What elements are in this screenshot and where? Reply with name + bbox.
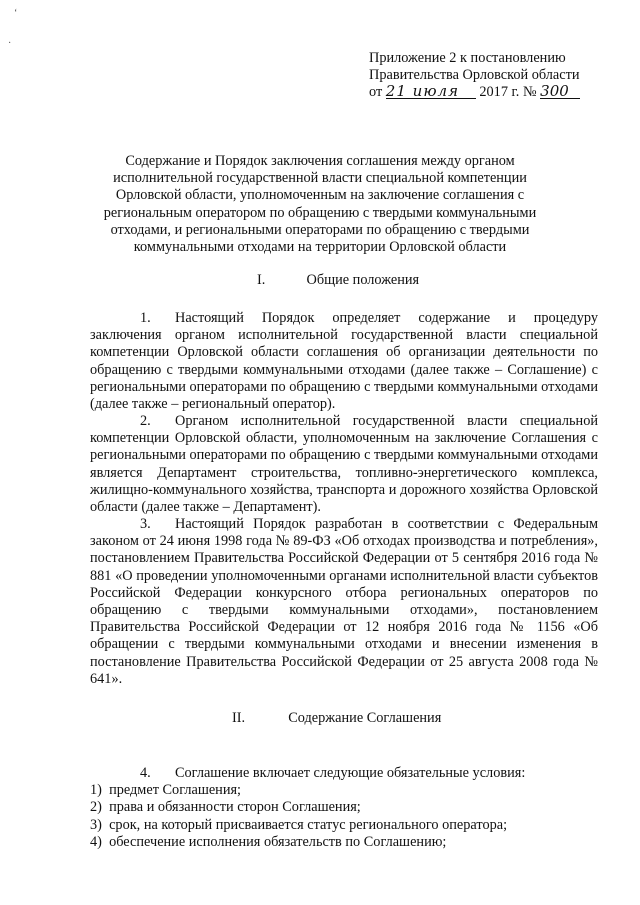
- paragraph-1: [90, 310, 598, 413]
- paragraph-number: 2.: [140, 413, 151, 429]
- appendix-line-3: [369, 84, 619, 101]
- section-2-title: Содержание Соглашения: [288, 710, 442, 726]
- scan-mark: ·: [8, 38, 12, 49]
- list-item-text: срок, на который присваивается статус регионального оператора;: [109, 816, 508, 833]
- list-item-number: 4): [90, 833, 102, 850]
- list-item: [90, 817, 598, 834]
- handwritten-date: 21 июля: [386, 84, 476, 99]
- paragraph-2: [90, 413, 598, 516]
- document-title: Содержание и Порядок заключения соглашения между органом исполнительной государственной власти специальной компетенции Орловской области, уполномоченным на заключение соглашения с региональным оператором по обращению с твердыми коммунальными отходами, и региональными операторами по обращению с твердыми коммунальными отходами на территории Орловской области: [103, 153, 537, 256]
- list-item-number: 1): [90, 782, 102, 799]
- section-2-heading: [232, 710, 441, 727]
- handwritten-number: 300: [540, 84, 580, 99]
- section-2-numeral: II.: [232, 710, 246, 726]
- paragraph-number: 4.: [140, 765, 151, 781]
- appendix-prefix: от: [369, 84, 383, 100]
- paragraph-text: Настоящий Порядок разработан в соответствии с Федеральным законом от 24 июня 1998 года № 89-ФЗ «Об отходах производства и потребления», постановлением Правительства Российской Федерации от 5 сентября 2016 года № 881 «О проведении уполномоченными органами исполнительной власти субъектов Российской Федерации конкурсного отбора региональных операторов по обращению с твердыми коммунальными отходами», постановлением Правительства Российской Федерации от 12 ноября 2016 года № 1156 «Об обращении с твердыми коммунальными отходами и внесении изменения в постановление Правительства Российской Федерации от 25 августа 2008 года № 641».: [90, 516, 598, 687]
- list-item-text: права и обязанности сторон Соглашения;: [109, 799, 361, 816]
- list-item: [90, 834, 598, 851]
- appendix-line-2: Правительства Орловской области: [369, 67, 580, 83]
- paragraph-3: [90, 516, 598, 688]
- appendix-line-1: Приложение 2 к постановлению: [369, 50, 566, 66]
- conditions-list: [90, 765, 598, 851]
- appendix-header: [369, 50, 619, 101]
- list-item-text: обеспечение исполнения обязательств по Соглашению;: [109, 833, 447, 850]
- paragraph-text: Органом исполнительной государственной власти специальной компетенции Орловской области, уполномоченным на заключение Соглашения с региональными операторами по обращению с твердыми коммунальными отходами является Департамент строительства, топливно-энергетического комплекса, жилищно-коммунального хозяйства, транспорта и дорожного хозяйства Орловской области (далее также – Департамент).: [90, 413, 598, 516]
- paragraph-number: 3.: [140, 516, 151, 532]
- list-item: [90, 799, 598, 816]
- list-item-number: 2): [90, 799, 102, 816]
- list-lead-text: Соглашение включает следующие обязательные условия:: [175, 765, 526, 781]
- paragraph-number: 1.: [140, 310, 151, 326]
- list-item-number: 3): [90, 816, 102, 833]
- section-1-title: Общие положения: [306, 272, 420, 288]
- paragraph-text: Настоящий Порядок определяет содержание и процедуру заключения органом исполнительной государственной власти специальной компетенции Орловской области соглашения об организации деятельности по обращению с твердыми коммунальными отходами (далее также – Соглашение) с региональными операторами по обращению с твердыми коммунальными отходами (далее также – региональный оператор).: [90, 310, 598, 413]
- section-1-numeral: I.: [257, 272, 266, 288]
- appendix-year: 2017 г. №: [479, 84, 537, 100]
- list-item-text: предмет Соглашения;: [109, 782, 242, 799]
- scan-mark: ‘: [14, 8, 18, 19]
- section-1-heading: [257, 272, 419, 289]
- list-lead: [90, 765, 598, 782]
- list-item: [90, 782, 598, 799]
